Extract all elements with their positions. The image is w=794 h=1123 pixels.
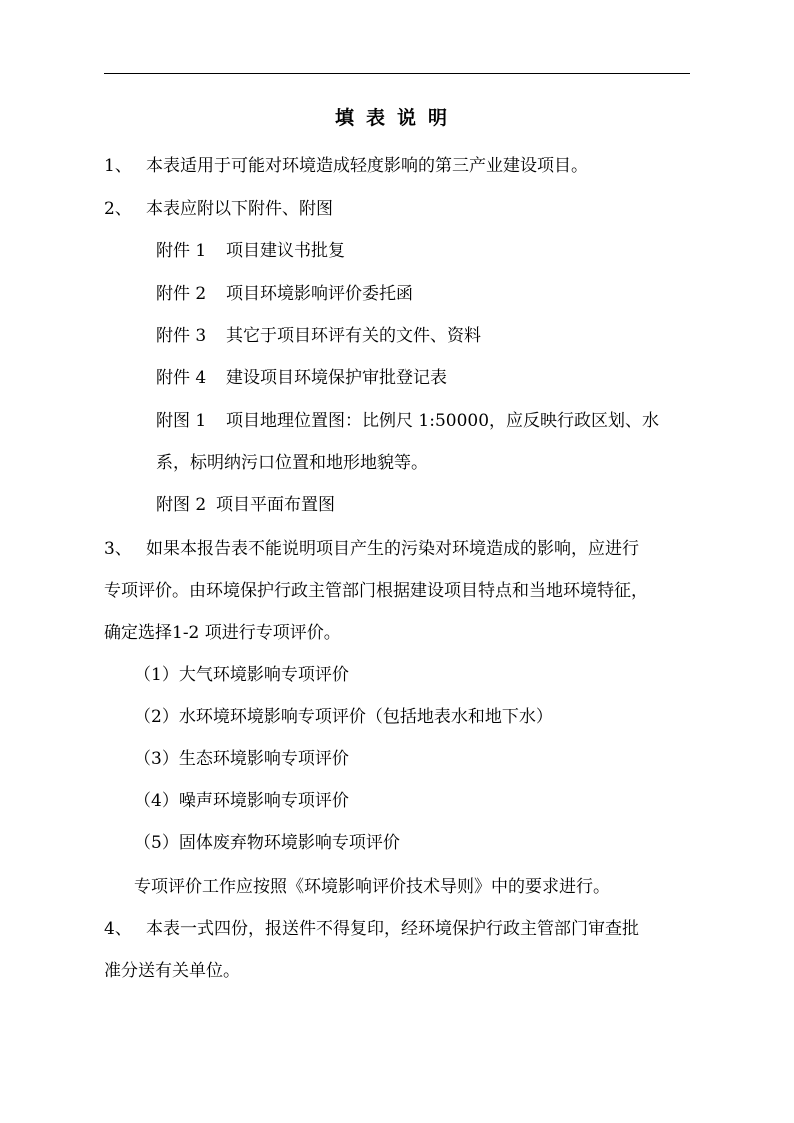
attachment-text: 项目建议书批复 <box>226 241 345 261</box>
evaluation-5: （5）固体废弃物环境影响专项评价 <box>134 833 400 853</box>
attachment-text: 建设项目环境保护审批登记表 <box>226 368 447 388</box>
figure-1 <box>156 410 659 432</box>
item-text: 本表应附以下附件、附图 <box>146 199 333 219</box>
page-title: 填表说明 <box>334 107 459 129</box>
item-text-line-1: 如果本报告表不能说明项目产生的污染对环境造成的影响，应进行 <box>146 539 639 559</box>
attachment-text: 其它于项目环评有关的文件、资料 <box>226 326 481 346</box>
item-3-line-2: 专项评价。由环境保护行政主管部门根据建设项目特点和当地环境特征， <box>104 581 648 601</box>
item-4-line-2: 准分送有关单位。 <box>104 961 240 981</box>
item-3 <box>104 538 639 560</box>
figure-label: 附图 2 <box>156 495 207 515</box>
item-number: 1、 <box>104 156 132 176</box>
item-number: 3、 <box>104 539 132 559</box>
header-rule <box>104 73 690 74</box>
item-text-line-1: 本表一式四份，报送件不得复印，经环境保护行政主管部门审查批 <box>146 919 639 939</box>
attachment-3 <box>156 325 481 347</box>
figure-text: 项目平面布置图 <box>216 495 335 515</box>
attachment-1 <box>156 240 345 262</box>
attachment-4 <box>156 367 447 389</box>
item-2 <box>104 198 333 220</box>
attachment-text: 项目环境影响评价委托函 <box>226 284 413 304</box>
attachment-label: 附件 2 <box>156 284 207 304</box>
attachment-2 <box>156 283 413 305</box>
attachment-label: 附件 4 <box>156 368 207 388</box>
item-4 <box>104 918 639 940</box>
evaluation-4: （4）噪声环境影响专项评价 <box>134 791 349 811</box>
figure-2 <box>156 494 335 516</box>
item-number: 4、 <box>104 919 132 939</box>
figure-text-line-1: 项目地理位置图：比例尺 1:50000，应反映行政区划、水 <box>226 411 660 431</box>
attachment-label: 附件 3 <box>156 326 207 346</box>
evaluation-3: （3）生态环境影响专项评价 <box>134 749 349 769</box>
item-3-line-3: 确定选择1-2 项进行专项评价。 <box>104 623 341 643</box>
evaluation-note: 专项评价工作应按照《环境影响评价技术导则》中的要求进行。 <box>134 877 610 897</box>
attachment-label: 附件 1 <box>156 241 207 261</box>
figure-1-line-2: 系，标明纳污口位置和地形地貌等。 <box>156 453 428 473</box>
figure-label: 附图 1 <box>156 411 207 431</box>
evaluation-2: （2）水环境环境影响专项评价（包括地表水和地下水） <box>134 707 553 727</box>
evaluation-1: （1）大气环境影响专项评价 <box>134 665 349 685</box>
item-text: 本表适用于可能对环境造成轻度影响的第三产业建设项目。 <box>146 156 588 176</box>
item-number: 2、 <box>104 199 132 219</box>
item-1 <box>104 155 588 177</box>
